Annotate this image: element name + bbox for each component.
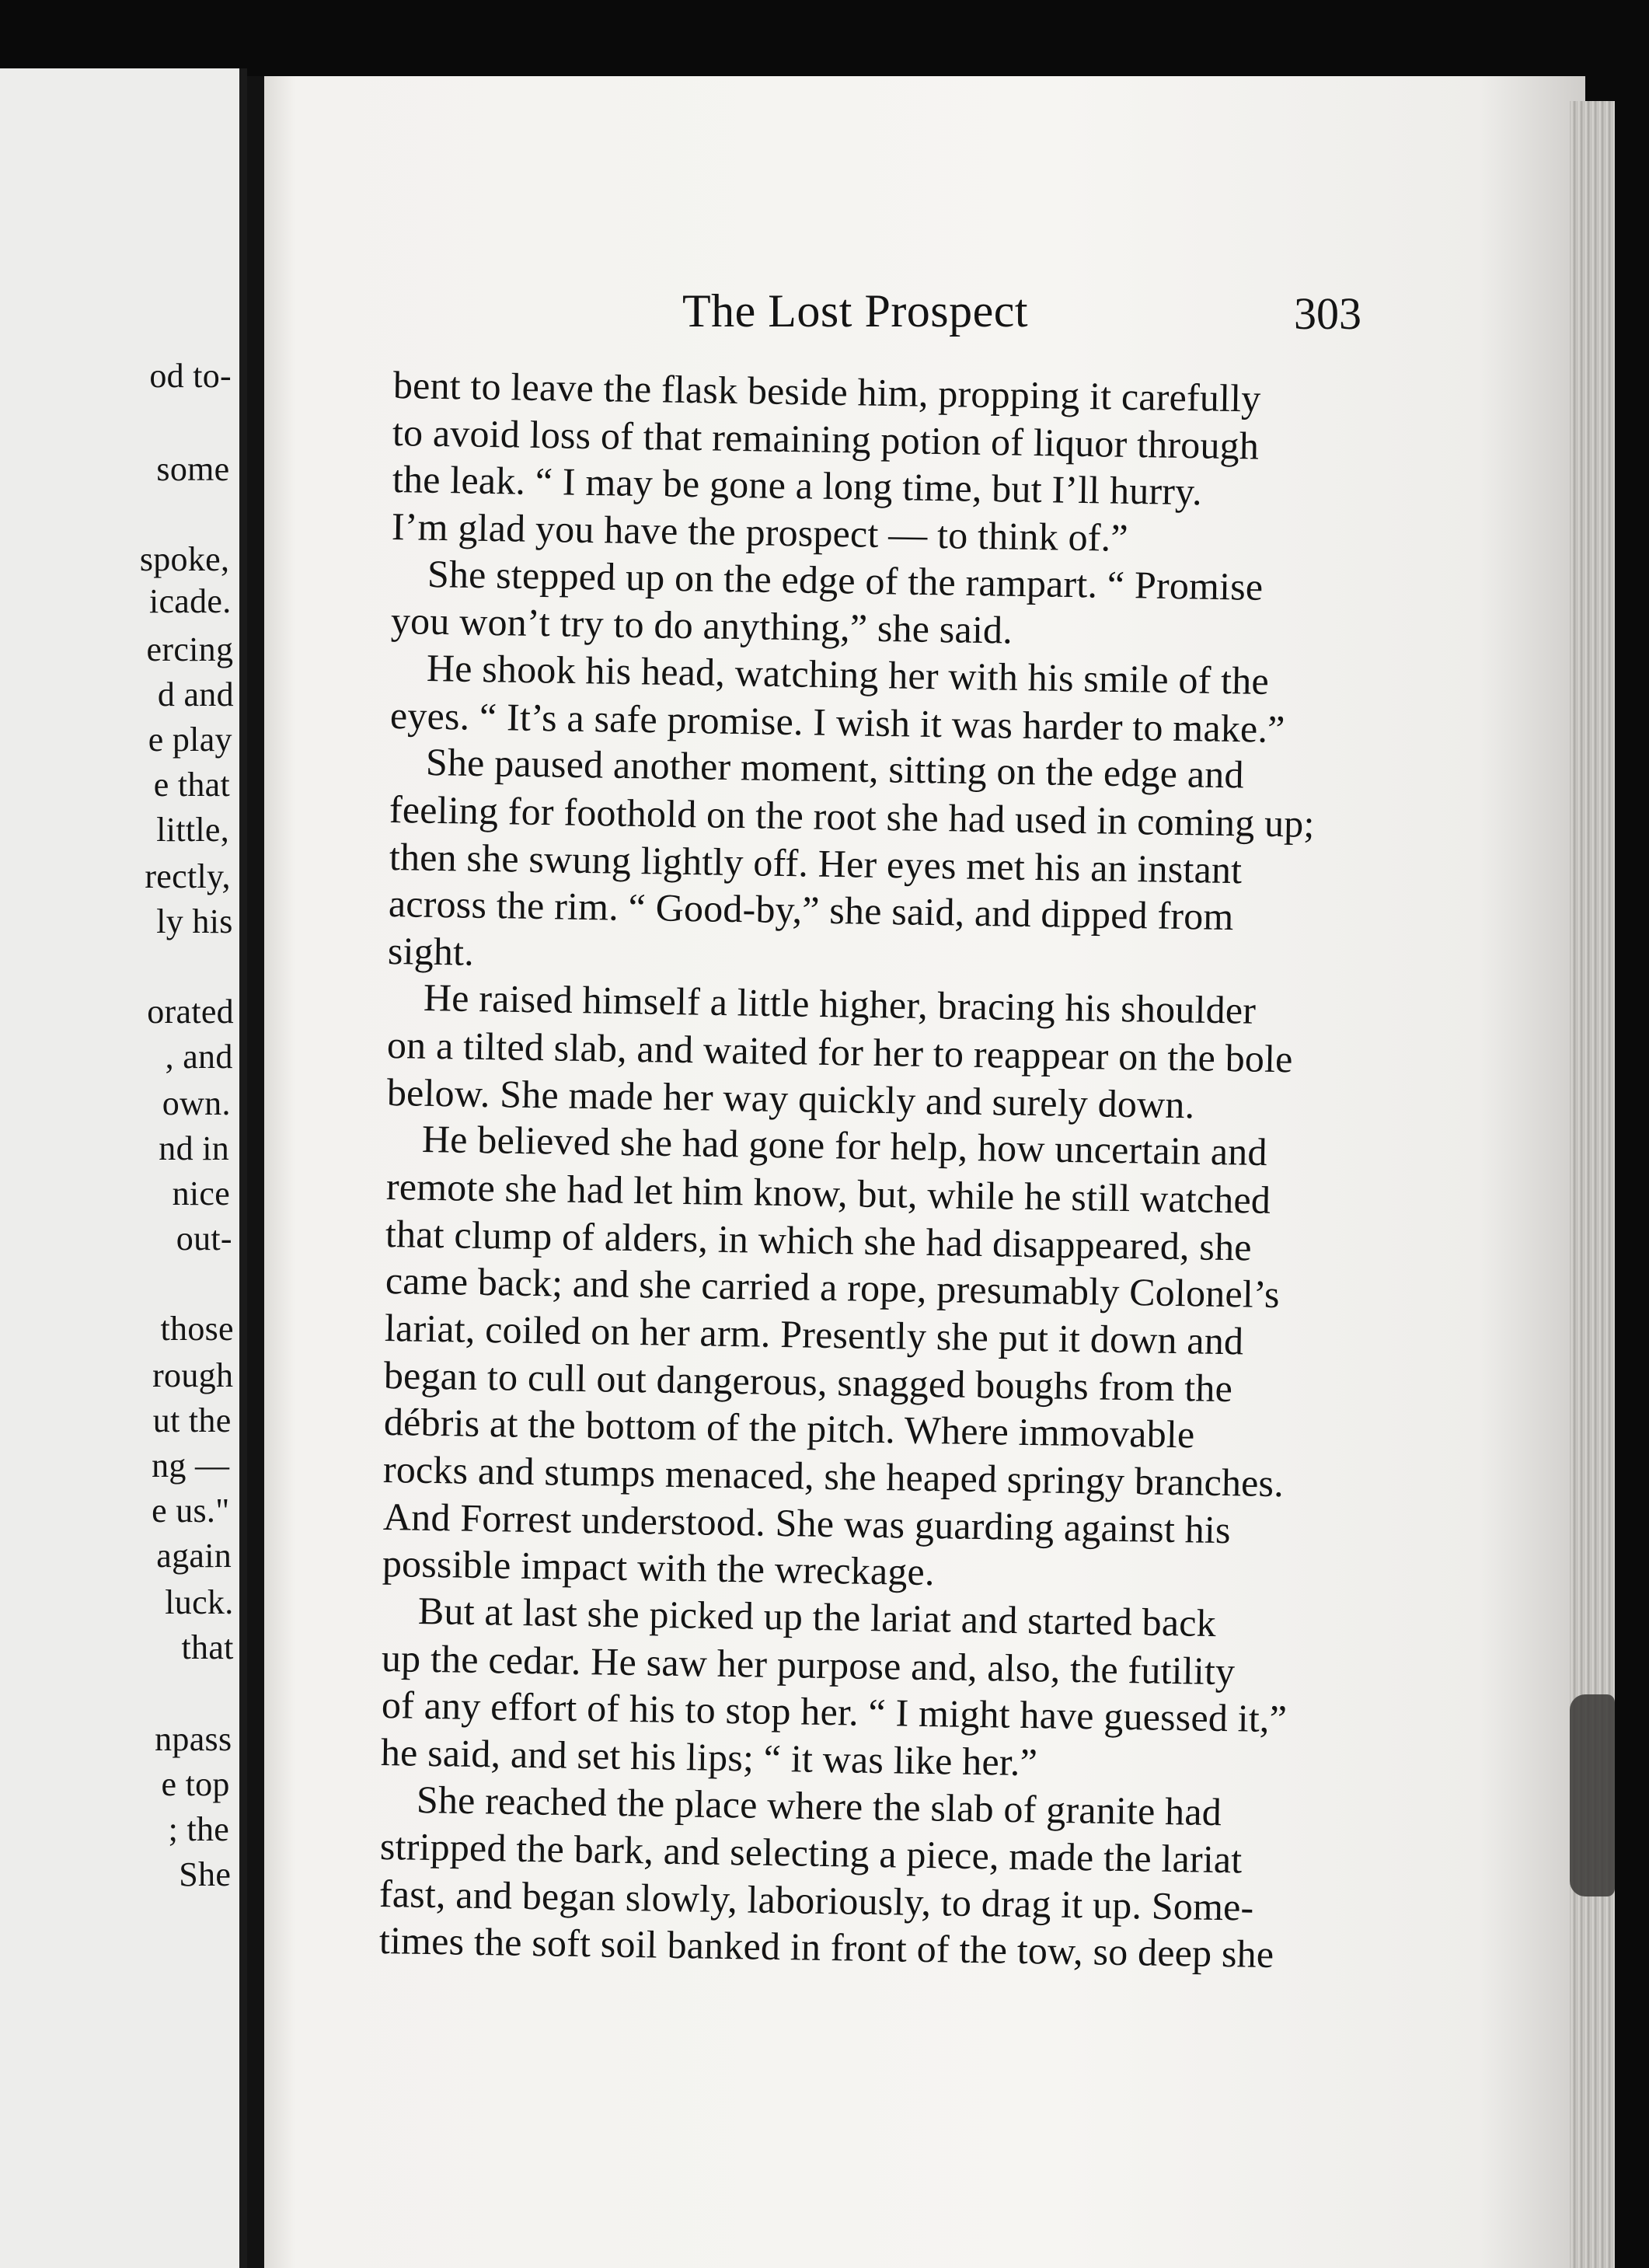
left-page-line: own.	[162, 1084, 231, 1122]
left-page-line: , and	[165, 1038, 233, 1076]
left-page-line: ng —	[152, 1446, 230, 1485]
body-line: the leak. “ I may be gone a long time, but I’ll hurry.	[392, 457, 1203, 514]
body-line: of any effort of his to stop her. “ I might have guessed it,”	[381, 1683, 1288, 1741]
body-line: I’m glad you have the prospect — to think of.”	[391, 504, 1129, 560]
left-page-line: out-	[176, 1219, 232, 1258]
body-line: He shook his head, watching her with his smile of the	[426, 645, 1270, 703]
body-line: on a tilted slab, and waited for her to reappear on the bole	[386, 1023, 1294, 1081]
body-line: that clump of alders, in which she had disappeared, she	[385, 1211, 1253, 1269]
left-page-line: e top	[161, 1765, 230, 1803]
body-line: She reached the place where the slab of granite had	[416, 1777, 1222, 1834]
left-page-line: ercing	[146, 630, 234, 668]
left-page-line: those	[160, 1310, 234, 1348]
left-page-line: npass	[155, 1720, 232, 1758]
body-line: And Forrest understood. She was guarding against his	[382, 1494, 1231, 1551]
left-page-line: d and	[157, 675, 234, 714]
left-page-line: e play	[148, 721, 232, 759]
body-line: across the rim. “ Good-by,” she said, and dipped from	[388, 881, 1234, 939]
left-page-line: little,	[156, 811, 230, 849]
body-line: possible impact with the wreckage.	[382, 1541, 936, 1594]
body-line: below. She made her way quickly and surely down.	[386, 1069, 1195, 1127]
left-facing-page	[0, 68, 247, 2268]
body-line: But at last she picked up the lariat and started back	[417, 1588, 1216, 1645]
body-line: eyes. “ It’s a safe promise. I wish it was harder to make.”	[389, 693, 1286, 751]
left-page-line: She	[179, 1855, 232, 1893]
left-page-line: ; the	[168, 1810, 230, 1848]
body-line: you won’t try to do anything,” she said.	[390, 598, 1013, 652]
left-page-line: e us."	[152, 1492, 230, 1530]
left-page-line: rough	[152, 1356, 234, 1394]
body-line: He raised himself a little higher, bracing his shoulder	[423, 975, 1257, 1033]
body-line: She paused another moment, sitting on the edge and	[425, 740, 1244, 797]
running-head: The Lost Prospect	[682, 285, 1029, 337]
body-line: up the cedar. He saw her purpose and, also, the futility	[381, 1635, 1236, 1693]
body-line: bent to leave the flask beside him, propping it carefully	[392, 363, 1261, 420]
left-page-gutter	[239, 68, 247, 2268]
left-page-line: some	[156, 450, 230, 488]
left-page-line: nd in	[159, 1129, 230, 1167]
body-line: He believed she had gone for help, how uncertain and	[421, 1117, 1268, 1174]
left-page-line: e that	[153, 766, 231, 804]
left-page-line: rectly,	[145, 857, 231, 895]
left-page-line: od to-	[149, 357, 232, 395]
body-line: remote she had let him know, but, while he still watched	[385, 1164, 1271, 1222]
left-page-line: spoke,	[139, 540, 230, 578]
body-line: stripped the bark, and selecting a piece, made the lariat	[379, 1824, 1243, 1882]
left-page-line: ut the	[152, 1401, 232, 1439]
left-page-line: ly his	[156, 902, 233, 940]
body-line: débris at the bottom of the pitch. Where immovable	[383, 1400, 1195, 1457]
body-line: feeling for foothold on the root she had used in coming up;	[389, 787, 1316, 846]
left-page-line: luck.	[165, 1583, 234, 1621]
body-line: rocks and stumps menaced, she heaped springy branches.	[382, 1446, 1285, 1506]
body-line: sight.	[387, 928, 475, 974]
body-line: he said, and set his lips; “ it was like her.”	[380, 1729, 1038, 1785]
body-line: came back; and she carried a rope, presumably Colonel’s	[385, 1258, 1280, 1317]
body-line: to avoid loss of that remaining potion of liquor through	[392, 410, 1260, 468]
left-page-line: icade.	[148, 582, 232, 620]
left-page-line: orated	[147, 993, 234, 1031]
body-line: fast, and began slowly, laboriously, to drag it up. Some-	[378, 1871, 1255, 1929]
left-page-line: again	[156, 1537, 232, 1575]
book-spine	[247, 76, 264, 2268]
body-line: began to cull out dangerous, snagged boughs from the	[383, 1352, 1233, 1410]
left-page-line: that	[181, 1628, 234, 1666]
body-line: then she swung lightly off. Her eyes met his an instant	[389, 834, 1243, 891]
left-page-line: nice	[172, 1174, 231, 1213]
body-line: times the soft soil banked in front of the tow, so deep she	[378, 1918, 1274, 1977]
page-number: 303	[1294, 288, 1361, 339]
body-line: She stepped up on the edge of the rampart. “ Promise	[427, 551, 1264, 609]
body-line: lariat, coiled on her arm. Presently she put it down and	[384, 1306, 1244, 1363]
